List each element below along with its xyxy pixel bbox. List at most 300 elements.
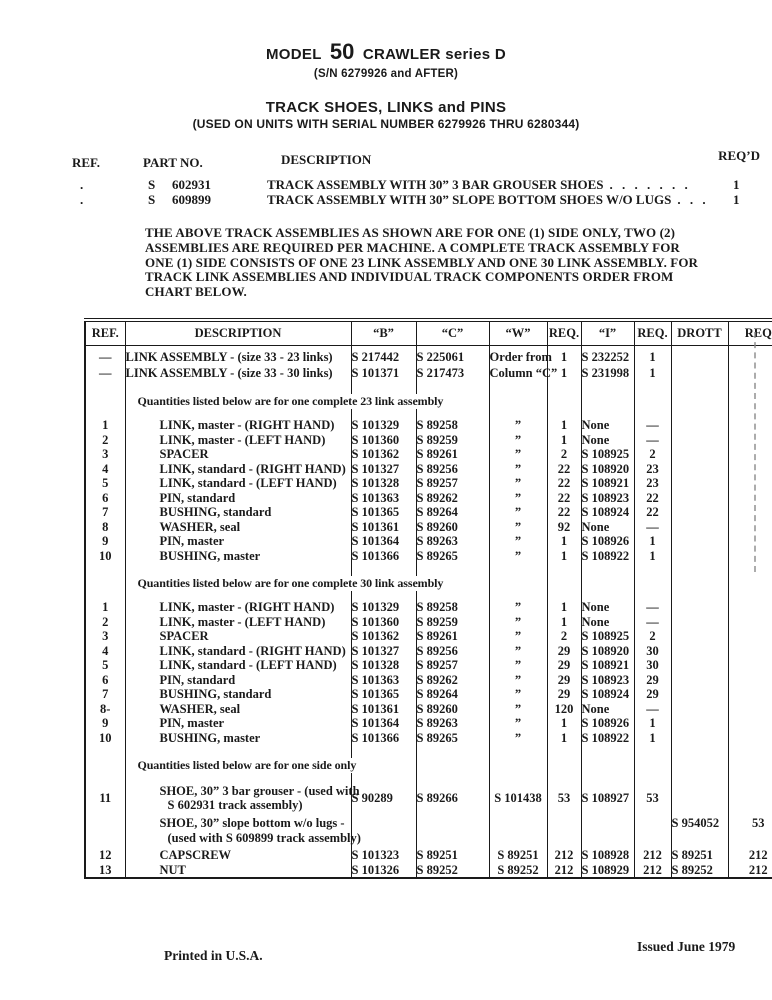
cell-ref: 11 [85, 782, 125, 814]
table-row [85, 782, 772, 814]
cell-w: ” [489, 447, 547, 462]
cell-description [125, 520, 351, 535]
cell-b: S 101329 [351, 418, 416, 433]
part-no-header: PART NO. [143, 155, 203, 170]
cell-drott [671, 716, 728, 731]
description-line: WASHER, seal [159, 519, 241, 534]
cell-i: S 108920 [581, 644, 634, 659]
cell-req3 [728, 462, 772, 477]
cell-w: Order from [489, 346, 547, 366]
description-line: WASHER, seal [159, 701, 241, 716]
cell-ref: 5 [85, 476, 125, 491]
cell-b: S 101361 [351, 520, 416, 535]
section-row [85, 745, 772, 782]
cell-req2: 1 [634, 549, 671, 564]
cell-w: S 89251 [489, 848, 547, 863]
section-label: Quantities listed below are for one complete 30 link assembly [138, 576, 452, 591]
cell-req3 [728, 365, 772, 381]
cell-i: None [581, 520, 634, 535]
cell-description [125, 491, 351, 506]
assembly-qty: 1 [733, 191, 740, 207]
cell-description [125, 848, 351, 863]
cell-c: S 89262 [416, 673, 489, 688]
description-line: LINK, standard - (RIGHT HAND) [159, 461, 346, 476]
assembly-description [267, 178, 691, 193]
model-prefix: MODEL [266, 46, 322, 63]
cell-i: S 108926 [581, 534, 634, 549]
cell-ref: 1 [85, 600, 125, 615]
cell-req2: 22 [634, 505, 671, 520]
cell-req1: 120 [547, 702, 581, 717]
cell-description [125, 716, 351, 731]
cell-b: S 101364 [351, 716, 416, 731]
description-line: NUT [159, 862, 186, 877]
cell-w: ” [489, 600, 547, 615]
cell-description [125, 673, 351, 688]
description-line: BUSHING, master [159, 548, 261, 563]
reqd-header: REQ’D [718, 148, 760, 163]
cell-c: S 89266 [416, 782, 489, 814]
cell-req2: 29 [634, 673, 671, 688]
cell-drott [671, 418, 728, 433]
cell-description [125, 687, 351, 702]
cell-req3: 53 [728, 814, 772, 848]
cell-ref: 2 [85, 433, 125, 448]
assembly-ref: . [80, 177, 84, 192]
cell-req3 [728, 782, 772, 814]
cell-ref: 13 [85, 863, 125, 879]
cell-description [125, 615, 351, 630]
section-label: Quantities listed below are for one side only [138, 758, 365, 773]
cell-c: S 89258 [416, 418, 489, 433]
table-row [85, 447, 772, 462]
cell-c: S 89252 [416, 863, 489, 879]
cell-w: ” [489, 491, 547, 506]
table-row [85, 346, 772, 366]
cell-description [125, 644, 351, 659]
cell-ref [85, 745, 125, 782]
table-row [85, 365, 772, 381]
cell-i [581, 381, 634, 418]
cell-c: S 89259 [416, 615, 489, 630]
parts-table-wrap [84, 318, 772, 879]
cell-drott [671, 687, 728, 702]
cell-description [125, 447, 351, 462]
assembly-part-prefix: S [148, 191, 156, 207]
cell-c: S 89263 [416, 534, 489, 549]
cell-b: S 101362 [351, 447, 416, 462]
cell-req2 [634, 745, 671, 782]
assembly-ref: . [80, 191, 84, 207]
cell-i: S 108929 [581, 863, 634, 879]
cell-w: ” [489, 462, 547, 477]
cell-b: S 101371 [351, 365, 416, 381]
cell-w [489, 563, 547, 600]
cell-w: ” [489, 534, 547, 549]
cell-drott: S 954052 [671, 814, 728, 848]
cell-description [125, 658, 351, 673]
cell-i: S 108926 [581, 716, 634, 731]
cell-description [125, 731, 351, 746]
description-line: LINK ASSEMBLY - (size 33 - 30 links) [125, 365, 333, 380]
cell-i: S 108928 [581, 848, 634, 863]
cell-description [125, 782, 360, 814]
ref-header: REF. [72, 155, 101, 170]
cell-c: S 89257 [416, 658, 489, 673]
cell-b: S 101327 [351, 644, 416, 659]
cell-req3 [728, 600, 772, 615]
cell-req1: 1 [547, 549, 581, 564]
cell-i: None [581, 702, 634, 717]
cell-drott [671, 658, 728, 673]
cell-drott: S 89252 [671, 863, 728, 879]
cell-c: S 89261 [416, 629, 489, 644]
cell-c: S 89256 [416, 462, 489, 477]
cell-req1: 1 [547, 346, 581, 366]
cell-req2: 212 [634, 863, 671, 879]
col-header-b: “B” [351, 320, 416, 346]
assembly-part-number: 602931 [172, 177, 211, 192]
cell-w: ” [489, 658, 547, 673]
assembly-description-text: TRACK ASSEMBLY WITH 30” 3 BAR GROUSER SHOES [267, 177, 604, 192]
cell-req3 [728, 433, 772, 448]
cell-w: ” [489, 433, 547, 448]
cell-req3 [728, 505, 772, 520]
cell-req1: 212 [547, 848, 581, 863]
cell-ref: 2 [85, 615, 125, 630]
cell-b: S 101363 [351, 673, 416, 688]
cell-ref: — [85, 365, 125, 381]
serial-note: (S/N 6279926 and AFTER) [313, 68, 459, 80]
cell-req2: 1 [634, 731, 671, 746]
cell-description [125, 702, 351, 717]
col-header-ref: REF. [85, 320, 125, 346]
table-row [85, 716, 772, 731]
cell-req3 [728, 346, 772, 366]
cell-b: S 101327 [351, 462, 416, 477]
cell-b: S 101361 [351, 702, 416, 717]
table-row [85, 687, 772, 702]
assembly-list [70, 148, 760, 207]
page-title: TRACK SHOES, LINKS and PINS [265, 99, 507, 116]
cell-req1: 22 [547, 491, 581, 506]
model-suffix: CRAWLER series D [362, 46, 506, 63]
col-header-description: DESCRIPTION [125, 320, 351, 346]
cell-req2 [634, 381, 671, 418]
description-line: LINK, master - (RIGHT HAND) [159, 418, 335, 432]
cell-i: S 108922 [581, 731, 634, 746]
cell-drott [671, 462, 728, 477]
cell-b: S 101360 [351, 615, 416, 630]
assembly-row [70, 193, 760, 208]
issued-date: Issued June 1979 [637, 939, 736, 954]
cell-req1 [547, 563, 581, 600]
cell-req2: — [634, 615, 671, 630]
cell-ref: 3 [85, 447, 125, 462]
cell-ref: 4 [85, 462, 125, 477]
cell-req1: 1 [547, 731, 581, 746]
dot-leader: . . . [677, 191, 709, 207]
cell-c: S 89265 [416, 549, 489, 564]
cell-drott [671, 644, 728, 659]
cell-req1 [547, 814, 581, 848]
cell-req2: — [634, 600, 671, 615]
cell-ref: 4 [85, 644, 125, 659]
parts-table-header-row [85, 320, 772, 346]
table-row [85, 433, 772, 448]
cell-drott [671, 549, 728, 564]
cell-c: S 89260 [416, 702, 489, 717]
description-line: LINK, standard - (LEFT HAND) [159, 658, 337, 672]
col-header-c: “C” [416, 320, 489, 346]
description-line: SHOE, 30” slope bottom w/o lugs - [159, 816, 345, 830]
cell-c: S 89261 [416, 447, 489, 462]
description-line: PIN, master [159, 716, 225, 730]
description-line: S 602931 track assembly) [167, 798, 303, 812]
cell-w: S 101438 [489, 782, 547, 814]
cell-w: ” [489, 520, 547, 535]
cell-description [125, 814, 361, 848]
cell-w: ” [489, 644, 547, 659]
description-line: BUSHING, standard [159, 687, 272, 701]
cell-req2: 29 [634, 687, 671, 702]
cell-ref: 8 [85, 520, 125, 535]
cell-req2: — [634, 433, 671, 448]
cell-i [581, 745, 634, 782]
cell-b: S 101363 [351, 491, 416, 506]
cell-c: S 89264 [416, 505, 489, 520]
cell-b: S 101326 [351, 863, 416, 879]
cell-req1: 1 [547, 433, 581, 448]
cell-i [581, 814, 634, 848]
description-line: LINK, master - (LEFT HAND) [159, 614, 326, 629]
cell-description [125, 534, 351, 549]
document-header [0, 40, 772, 132]
section-row [85, 563, 772, 600]
cell-ref [85, 563, 125, 600]
cell-req3: 212 [728, 863, 772, 879]
col-header-w: “W” [489, 320, 547, 346]
model-title [0, 40, 772, 67]
cell-c [416, 814, 489, 848]
description-line: LINK ASSEMBLY - (size 33 - 23 links) [125, 349, 333, 364]
cell-c: S 89265 [416, 731, 489, 746]
cell-i: None [581, 433, 634, 448]
table-row [85, 629, 772, 644]
cell-ref: 6 [85, 673, 125, 688]
cell-req2: 1 [634, 346, 671, 366]
description-line: LINK, standard - (RIGHT HAND) [159, 643, 346, 658]
cell-req1: 22 [547, 505, 581, 520]
cell-req2: 22 [634, 491, 671, 506]
description-line: SPACER [159, 447, 209, 461]
cell-req2: 2 [634, 629, 671, 644]
assembly-row [70, 178, 760, 193]
table-row [85, 600, 772, 615]
cell-i: S 108921 [581, 658, 634, 673]
cell-i: S 108921 [581, 476, 634, 491]
cell-i: S 108923 [581, 673, 634, 688]
table-row [85, 534, 772, 549]
table-row [85, 418, 772, 433]
cell-b: S 90289 [351, 782, 416, 814]
cell-description [125, 381, 444, 418]
cell-ref: 1 [85, 418, 125, 433]
cell-w: ” [489, 615, 547, 630]
cell-drott [671, 563, 728, 600]
cell-description [125, 505, 351, 520]
cell-ref: 6 [85, 491, 125, 506]
cell-drott [671, 505, 728, 520]
cell-drott [671, 731, 728, 746]
cell-drott [671, 702, 728, 717]
cell-ref: 7 [85, 505, 125, 520]
table-row [85, 615, 772, 630]
cell-req2: — [634, 418, 671, 433]
cell-req2: 53 [634, 782, 671, 814]
cell-req3 [728, 687, 772, 702]
table-row [85, 731, 772, 746]
cell-req2: 23 [634, 462, 671, 477]
cell-drott [671, 782, 728, 814]
parts-table-body [85, 346, 772, 879]
cell-c: S 89257 [416, 476, 489, 491]
cell-req1 [547, 381, 581, 418]
cell-drott [671, 673, 728, 688]
description-line: PIN, master [159, 534, 225, 548]
cell-drott [671, 346, 728, 366]
cell-drott [671, 365, 728, 381]
cell-w: ” [489, 549, 547, 564]
col-header-req2: REQ. [634, 320, 671, 346]
cell-c: S 225061 [416, 346, 489, 366]
cell-req3 [728, 673, 772, 688]
cell-w: ” [489, 418, 547, 433]
table-row [85, 644, 772, 659]
table-row [85, 848, 772, 863]
cell-req3 [728, 534, 772, 549]
cell-drott [671, 745, 728, 782]
description-line: BUSHING, master [159, 730, 261, 745]
cell-ref [85, 814, 125, 848]
cell-ref: 5 [85, 658, 125, 673]
parts-table [84, 318, 772, 879]
cell-req2: 1 [634, 716, 671, 731]
cell-w: ” [489, 476, 547, 491]
cell-ref: 12 [85, 848, 125, 863]
cell-i: None [581, 418, 634, 433]
col-header-req1: REQ. [547, 320, 581, 346]
cell-w: S 89252 [489, 863, 547, 879]
cell-w: ” [489, 731, 547, 746]
description-line: BUSHING, standard [159, 505, 272, 519]
description-line: LINK, master - (RIGHT HAND) [159, 600, 335, 614]
table-row [85, 658, 772, 673]
cell-w: Column “C” [489, 366, 558, 380]
description-line: LINK, master - (LEFT HAND) [159, 432, 326, 447]
cell-req3 [728, 549, 772, 564]
description-line: SHOE, 30” 3 bar grouser - (used with [159, 783, 360, 798]
cell-i: None [581, 615, 634, 630]
cell-req1: 29 [547, 687, 581, 702]
cell-b: S 101323 [351, 848, 416, 863]
cell-c: S 89264 [416, 687, 489, 702]
cell-b: S 101366 [351, 731, 416, 746]
cell-req2: 212 [634, 848, 671, 863]
table-row [85, 462, 772, 477]
cell-c: S 89251 [416, 848, 489, 863]
cell-req3 [728, 381, 772, 418]
cell-description [125, 365, 351, 381]
cell-c: S 89256 [416, 644, 489, 659]
assembly-part-number: 609899 [172, 191, 211, 207]
cell-ref: 10 [85, 731, 125, 746]
cell-c: S 89258 [416, 600, 489, 615]
cell-drott [671, 491, 728, 506]
cell-description [125, 346, 351, 366]
section-label: Quantities listed below are for one complete 23 link assembly [138, 394, 452, 409]
cell-c [416, 745, 489, 782]
table-row [85, 702, 772, 717]
table-row [85, 549, 772, 564]
cell-req3 [728, 476, 772, 491]
cell-c: S 217473 [416, 365, 489, 381]
cell-req3 [728, 745, 772, 782]
cell-w: ” [489, 687, 547, 702]
cell-ref: 3 [85, 629, 125, 644]
cell-b: S 101329 [351, 600, 416, 615]
cell-req3 [728, 563, 772, 600]
cell-req1: 212 [547, 863, 581, 879]
cell-i: S 108925 [581, 447, 634, 462]
section-row [85, 381, 772, 418]
cell-b: S 101365 [351, 505, 416, 520]
cell-description [125, 418, 351, 433]
cell-w: ” [489, 716, 547, 731]
cell-req2 [634, 814, 671, 848]
cell-req3: 212 [728, 848, 772, 863]
cell-description [125, 863, 351, 879]
cell-ref: 10 [85, 549, 125, 564]
cell-i: S 108924 [581, 505, 634, 520]
dot-leader: . . . . . . . [609, 177, 691, 192]
scan-edge-artifact [754, 332, 756, 572]
cell-i: S 232252 [581, 346, 634, 366]
cell-req1: 53 [547, 782, 581, 814]
description-line: CAPSCREW [159, 848, 232, 862]
cell-req3 [728, 418, 772, 433]
table-row [85, 863, 772, 879]
cell-req3 [728, 644, 772, 659]
description-line: LINK, standard - (LEFT HAND) [159, 476, 337, 490]
description-header: DESCRIPTION [281, 152, 372, 167]
cell-req2: 1 [634, 365, 671, 381]
col-header-i: “I” [581, 320, 634, 346]
cell-drott [671, 520, 728, 535]
cell-drott [671, 381, 728, 418]
assembly-list-header [70, 148, 760, 178]
assembly-description [267, 193, 709, 208]
cell-b: S 101328 [351, 476, 416, 491]
cell-req1: 2 [547, 447, 581, 462]
cell-drott [671, 433, 728, 448]
cell-description [125, 745, 357, 782]
cell-drott [671, 629, 728, 644]
cell-req3 [728, 731, 772, 746]
cell-req1: 29 [547, 658, 581, 673]
cell-req1: 1 [547, 600, 581, 615]
cell-c: S 89260 [416, 520, 489, 535]
